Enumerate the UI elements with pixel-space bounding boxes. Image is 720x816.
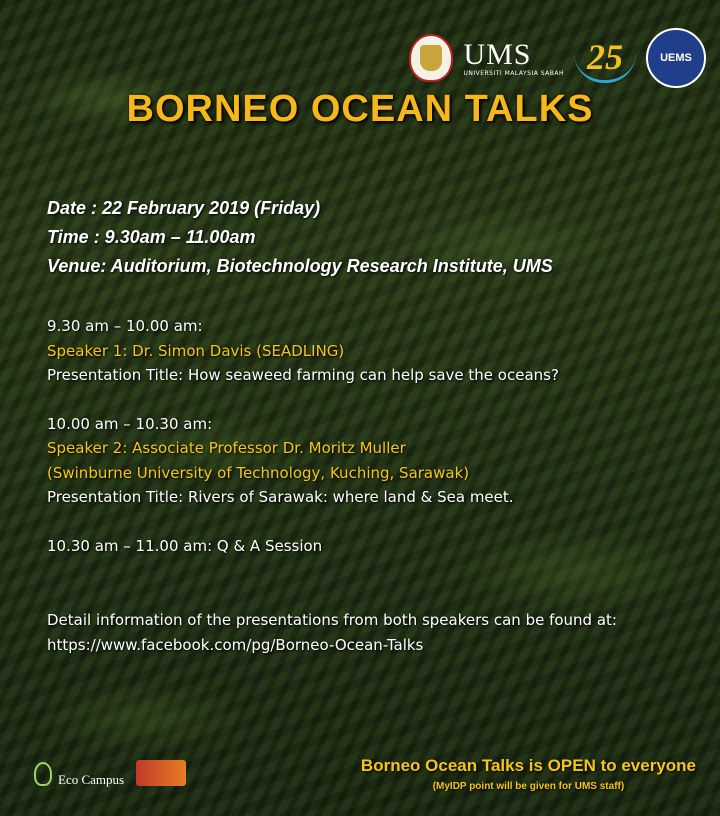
myidp-note: (MyIDP point will be given for UMS staff): [432, 781, 625, 792]
event-venue: Venue: Auditorium, Biotechnology Research Institute, UMS: [47, 256, 553, 276]
event-info: [47, 194, 553, 281]
slot2-speaker: Speaker 2: Associate Professor Dr. Moritz Muller: [47, 439, 406, 457]
facebook-link[interactable]: https://www.facebook.com/pg/Borneo-Ocean-Talks: [47, 635, 424, 654]
slot1-speaker: Speaker 1: Dr. Simon Davis (SEADLING): [47, 341, 345, 360]
agenda: [47, 314, 617, 657]
footer: [361, 755, 696, 794]
page-title: BORNEO OCEAN TALKS: [126, 88, 594, 130]
uems-logo: UEMS: [646, 28, 706, 88]
open-to-everyone-text: Borneo Ocean Talks is OPEN to everyone: [360, 756, 696, 775]
logo-bar: [409, 28, 706, 88]
slot2-time: 10.00 am – 10.30 am:: [47, 414, 213, 433]
slot2-affiliation: (Swinburne University of Technology, Kuching, Sarawak): [47, 463, 470, 482]
partner-logo: [136, 760, 186, 786]
eco-campus-text: Eco Campus: [58, 772, 125, 787]
slot1-time: 9.30 am – 10.00 am:: [47, 317, 203, 335]
eco-campus-logo: [34, 760, 186, 786]
ums-logo: [463, 37, 564, 77]
event-time: Time : 9.30am – 11.00am: [47, 227, 256, 247]
detail-text: Detail information of the presentations from both speakers can be found at:: [47, 611, 617, 629]
ums-crest-logo: [409, 34, 453, 82]
ums-logo-subtext: UNIVERSITI MALAYSIA SABAH: [463, 69, 564, 77]
event-date: Date : 22 February 2019 (Friday): [47, 198, 321, 218]
slot3-qa: 10.30 am – 11.00 am: Q & A Session: [47, 536, 323, 555]
slot2-title: Presentation Title: Rivers of Sarawak: where land & Sea meet.: [47, 488, 514, 506]
ums-logo-text: UMS: [463, 37, 532, 71]
anniversary-logo: 25: [574, 34, 636, 83]
lightbulb-icon: [34, 762, 52, 786]
slot1-title: Presentation Title: How seaweed farming can help save the oceans?: [47, 366, 559, 384]
